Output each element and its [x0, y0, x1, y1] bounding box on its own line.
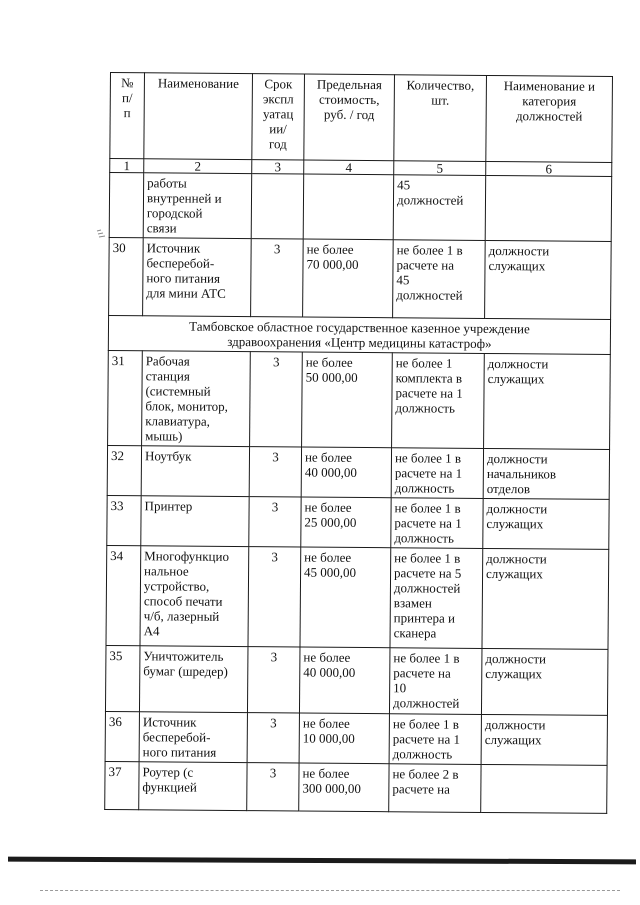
- cell-num: 37: [105, 761, 139, 809]
- cell-cat: должности начальников отделов: [483, 448, 609, 499]
- cell-term: 3: [249, 447, 301, 497]
- header-name: Наименование: [144, 73, 253, 160]
- cell-price: не более 45 000,00: [300, 547, 391, 648]
- cell-term: 3: [247, 713, 299, 763]
- table-row: [109, 237, 612, 319]
- cell-cat: должности служащих: [481, 648, 608, 715]
- cell-num: 31: [108, 350, 143, 445]
- cell-num: 35: [105, 645, 140, 711]
- cell-cat: должности служащих: [484, 353, 611, 449]
- header-term: Срок экспл уатац ии/ год: [252, 74, 305, 160]
- cell-cat: должности служащих: [485, 240, 612, 319]
- cell-term: 3: [250, 352, 303, 447]
- index-cell: 1: [110, 159, 144, 173]
- cell-name: Многофункцио нальное устройство, способ печати ч/б, лазерный А4: [140, 546, 249, 647]
- table-row: [107, 495, 609, 549]
- table-row: [105, 645, 608, 715]
- norms-table: [104, 72, 613, 814]
- cell-term: 3: [248, 547, 301, 647]
- cell-qty: не более 1 в расчете на 5 должностей взамен принтера и сканера: [390, 548, 483, 649]
- table-row: [106, 545, 609, 649]
- cell-term: 3: [247, 763, 299, 811]
- section-title: Тамбовское областное государственное казенное учреждение здравоохранения «Центр медицины катастроф»: [108, 315, 610, 354]
- index-cell: 5: [394, 161, 486, 176]
- table-row: [108, 350, 611, 449]
- header-cat: Наименование и категория должностей: [486, 75, 613, 162]
- cell-qty: не более 1 в расчете на 1 должность: [389, 714, 481, 765]
- header-row: [110, 73, 613, 163]
- cell-term: 3: [251, 239, 304, 317]
- cell-qty: не более 1 комплекта в расчете на 1 должность: [392, 353, 485, 449]
- section-row: [108, 315, 610, 354]
- cell-price: не более 300 000,00: [299, 763, 389, 812]
- cell-price: не более 25 000,00: [301, 497, 391, 548]
- index-cell: 2: [144, 159, 252, 174]
- cell-name: Принтер: [141, 496, 249, 547]
- cell-qty: не более 1 в расчете на 1 должность: [391, 448, 483, 499]
- index-cell: 6: [486, 161, 612, 176]
- cell-num: [109, 173, 144, 238]
- header-num: № п/ п: [110, 73, 145, 159]
- cell-name: работы внутренней и городской связи: [143, 173, 252, 239]
- cell-num: 34: [106, 545, 141, 645]
- cell-name: Рабочая станция (системный блок, монитор, клавиатура, мышь): [142, 351, 251, 447]
- scan-edge-dashed-line: [40, 890, 620, 891]
- cell-qty: не более 2 в расчете на: [389, 764, 481, 813]
- cell-name: Уничтожитель бумаг (шредер): [139, 646, 248, 713]
- index-cell: 3: [252, 160, 304, 174]
- cell-price: [303, 174, 394, 240]
- cell-num: 33: [107, 495, 141, 545]
- cell-price: не более 70 000,00: [303, 239, 394, 318]
- cell-cat: должности служащих: [482, 548, 609, 649]
- cell-price: не более 50 000,00: [302, 352, 393, 448]
- table-row: [105, 761, 607, 813]
- cell-price: не более 40 000,00: [299, 647, 390, 714]
- cell-cat: должности служащих: [483, 498, 609, 549]
- cell-term: 3: [249, 497, 301, 547]
- header-qty: Количество, шт.: [394, 75, 487, 162]
- cell-qty: не более 1 в расчете на 45 должностей: [393, 240, 486, 319]
- cell-price: не более 40 000,00: [301, 447, 391, 498]
- continuation-row: [109, 173, 611, 242]
- cell-name: Источник бесперебой- ного питания для мини АТС: [143, 238, 252, 317]
- cell-price: не более 10 000,00: [299, 713, 389, 764]
- cell-qty: не более 1 в расчете на 1 должность: [391, 498, 483, 549]
- cell-name: Ноутбук: [141, 446, 249, 497]
- cell-cat: [481, 764, 607, 813]
- cell-num: 30: [109, 237, 144, 315]
- scan-smudge: [96, 228, 110, 238]
- cell-term: 3: [247, 647, 300, 713]
- cell-term: [251, 174, 304, 239]
- cell-cat: должности служащих: [481, 714, 607, 765]
- cell-cat: [485, 175, 612, 241]
- cell-num: 32: [107, 445, 141, 495]
- scan-edge-line: [8, 857, 636, 865]
- table-row: [105, 711, 607, 765]
- header-price: Предельная стоимость, руб. / год: [304, 74, 395, 161]
- cell-qty: не более 1 в расчете на 10 должностей: [389, 648, 482, 715]
- cell-qty: 45 должностей: [393, 175, 486, 241]
- index-cell: 4: [304, 160, 394, 175]
- cell-name: Источник бесперебой- ного питания: [139, 712, 247, 763]
- cell-num: 36: [105, 711, 139, 761]
- cell-name: Роутер (с функцией: [139, 762, 247, 811]
- table-row: [107, 445, 609, 499]
